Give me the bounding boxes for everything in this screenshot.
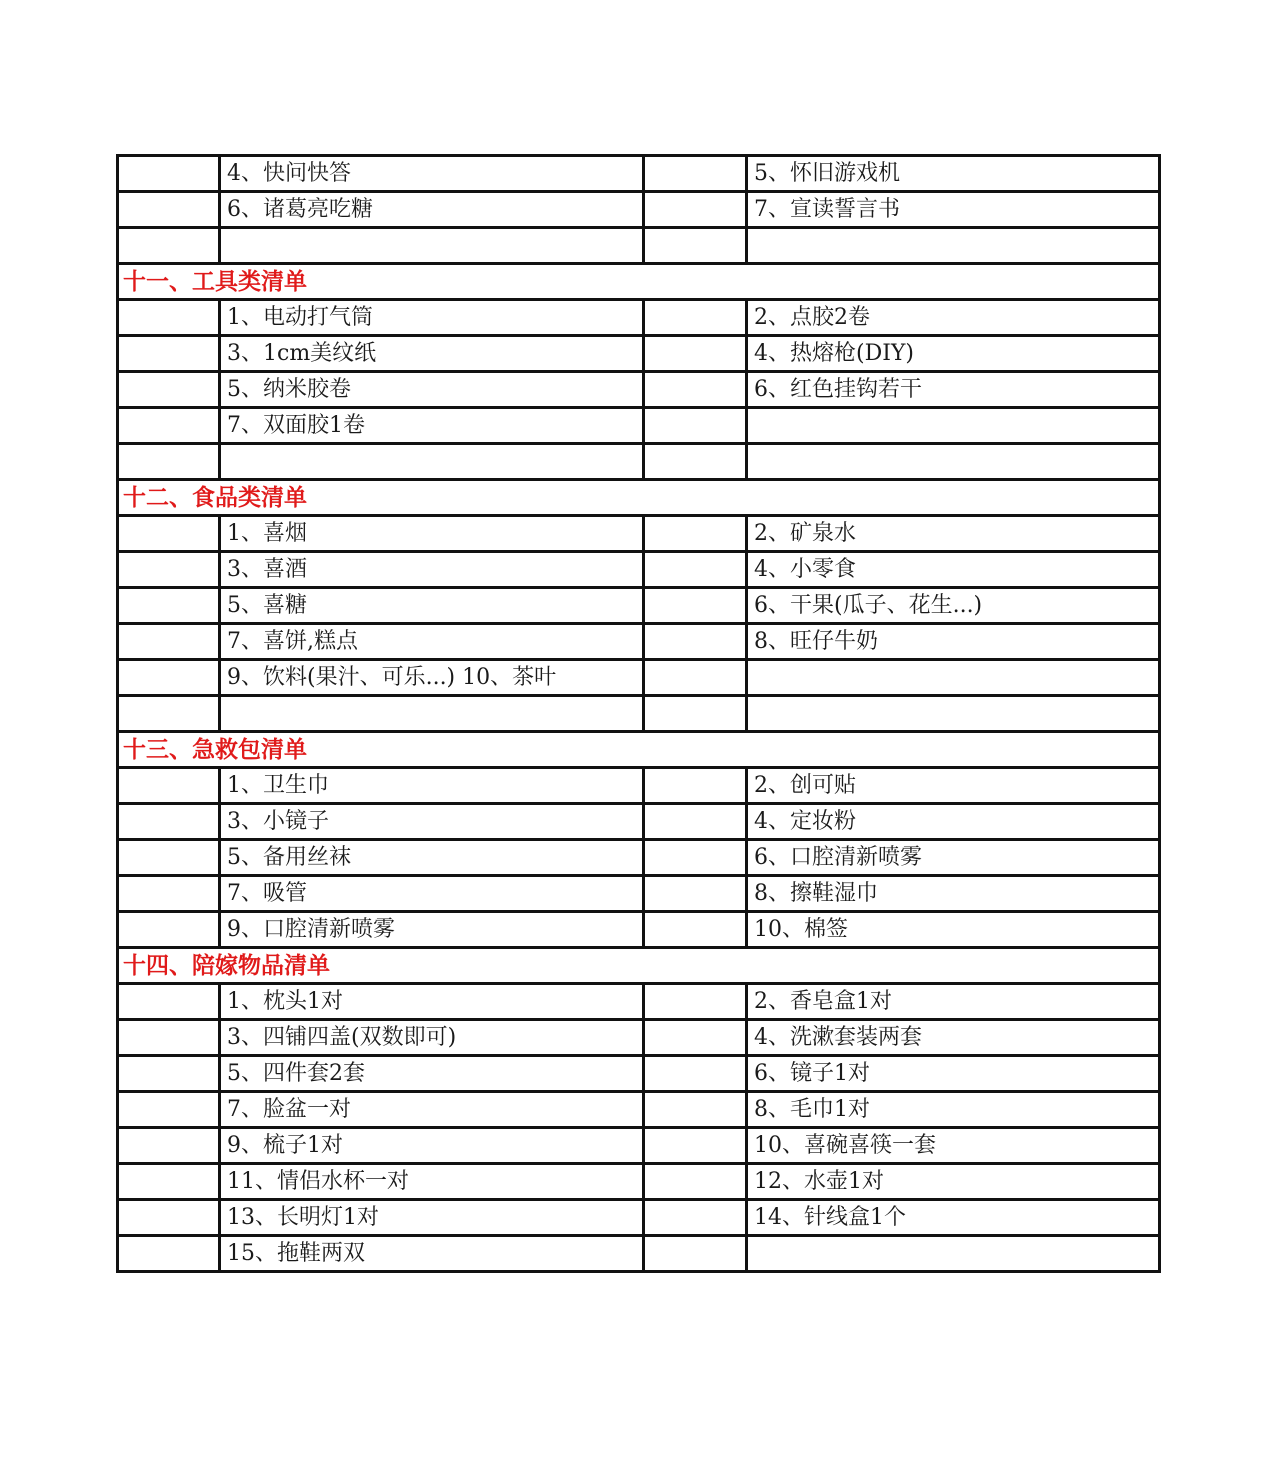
middle-blank-cell (644, 300, 747, 336)
right-item-cell (747, 228, 1160, 264)
left-blank-cell (118, 336, 220, 372)
right-item-cell: 6、红色挂钩若干 (747, 372, 1160, 408)
middle-blank-cell (644, 408, 747, 444)
table-row (118, 1128, 1160, 1164)
right-item-cell: 7、宣读誓言书 (747, 192, 1160, 228)
left-item-cell: 6、诸葛亮吃糖 (220, 192, 644, 228)
left-blank-cell (118, 1092, 220, 1128)
middle-blank-cell (644, 624, 747, 660)
right-item-cell: 2、香皂盒1对 (747, 984, 1160, 1020)
right-item-cell (747, 408, 1160, 444)
left-item-cell: 7、喜饼,糕点 (220, 624, 644, 660)
left-blank-cell (118, 372, 220, 408)
left-blank-cell (118, 696, 220, 732)
table-row (118, 660, 1160, 696)
right-item-cell: 4、洗漱套装两套 (747, 1020, 1160, 1056)
table-row (118, 300, 1160, 336)
middle-blank-cell (644, 336, 747, 372)
left-item-cell: 13、长明灯1对 (220, 1200, 644, 1236)
middle-blank-cell (644, 228, 747, 264)
middle-blank-cell (644, 192, 747, 228)
section-title: 十一、工具类清单 (118, 264, 1160, 300)
left-blank-cell (118, 192, 220, 228)
left-item-cell: 7、吸管 (220, 876, 644, 912)
middle-blank-cell (644, 588, 747, 624)
table-row (118, 1236, 1160, 1272)
left-blank-cell (118, 912, 220, 948)
left-blank-cell (118, 840, 220, 876)
right-item-cell (747, 444, 1160, 480)
left-blank-cell (118, 408, 220, 444)
section-title: 十三、急救包清单 (118, 732, 1160, 768)
table-row (118, 372, 1160, 408)
middle-blank-cell (644, 1092, 747, 1128)
left-blank-cell (118, 516, 220, 552)
left-blank-cell (118, 1164, 220, 1200)
section-header-row (118, 264, 1160, 300)
right-item-cell: 6、口腔清新喷雾 (747, 840, 1160, 876)
middle-blank-cell (644, 876, 747, 912)
table-row (118, 696, 1160, 732)
section-title: 十四、陪嫁物品清单 (118, 948, 1160, 984)
left-blank-cell (118, 1236, 220, 1272)
section-header-row (118, 480, 1160, 516)
right-item-cell: 8、毛巾1对 (747, 1092, 1160, 1128)
left-item-cell: 5、四件套2套 (220, 1056, 644, 1092)
middle-blank-cell (644, 444, 747, 480)
middle-blank-cell (644, 1200, 747, 1236)
left-blank-cell (118, 984, 220, 1020)
section-title: 十二、食品类清单 (118, 480, 1160, 516)
middle-blank-cell (644, 1164, 747, 1200)
left-blank-cell (118, 552, 220, 588)
right-item-cell: 10、棉签 (747, 912, 1160, 948)
table-row (118, 228, 1160, 264)
middle-blank-cell (644, 552, 747, 588)
checklist-table (116, 154, 1161, 1273)
left-blank-cell (118, 444, 220, 480)
table-row (118, 624, 1160, 660)
left-blank-cell (118, 768, 220, 804)
right-item-cell: 12、水壶1对 (747, 1164, 1160, 1200)
left-item-cell: 1、喜烟 (220, 516, 644, 552)
table-row (118, 804, 1160, 840)
right-item-cell: 4、定妆粉 (747, 804, 1160, 840)
left-item-cell (220, 444, 644, 480)
left-blank-cell (118, 804, 220, 840)
middle-blank-cell (644, 696, 747, 732)
left-blank-cell (118, 228, 220, 264)
right-item-cell (747, 696, 1160, 732)
left-item-cell: 9、饮料(果汁、可乐...) 10、茶叶 (220, 660, 644, 696)
left-blank-cell (118, 876, 220, 912)
middle-blank-cell (644, 372, 747, 408)
left-item-cell (220, 696, 644, 732)
table-row (118, 444, 1160, 480)
right-item-cell: 10、喜碗喜筷一套 (747, 1128, 1160, 1164)
left-blank-cell (118, 588, 220, 624)
left-item-cell (220, 228, 644, 264)
middle-blank-cell (644, 156, 747, 192)
right-item-cell: 8、擦鞋湿巾 (747, 876, 1160, 912)
left-item-cell: 1、枕头1对 (220, 984, 644, 1020)
left-item-cell: 7、双面胶1卷 (220, 408, 644, 444)
left-item-cell: 5、喜糖 (220, 588, 644, 624)
table-row (118, 876, 1160, 912)
middle-blank-cell (644, 660, 747, 696)
left-blank-cell (118, 1020, 220, 1056)
table-row (118, 1200, 1160, 1236)
table-row (118, 516, 1160, 552)
middle-blank-cell (644, 1056, 747, 1092)
left-item-cell: 5、纳米胶卷 (220, 372, 644, 408)
left-blank-cell (118, 156, 220, 192)
table-row (118, 840, 1160, 876)
table-row (118, 408, 1160, 444)
table-row (118, 336, 1160, 372)
middle-blank-cell (644, 984, 747, 1020)
left-blank-cell (118, 1056, 220, 1092)
left-item-cell: 3、1cm美纹纸 (220, 336, 644, 372)
left-item-cell: 9、口腔清新喷雾 (220, 912, 644, 948)
middle-blank-cell (644, 516, 747, 552)
left-item-cell: 1、卫生巾 (220, 768, 644, 804)
table-row (118, 1020, 1160, 1056)
right-item-cell: 6、干果(瓜子、花生...) (747, 588, 1160, 624)
right-item-cell: 6、镜子1对 (747, 1056, 1160, 1092)
table-row (118, 1092, 1160, 1128)
middle-blank-cell (644, 1020, 747, 1056)
left-item-cell: 5、备用丝袜 (220, 840, 644, 876)
right-item-cell: 5、怀旧游戏机 (747, 156, 1160, 192)
table-row (118, 1164, 1160, 1200)
left-item-cell: 11、情侣水杯一对 (220, 1164, 644, 1200)
left-item-cell: 15、拖鞋两双 (220, 1236, 644, 1272)
right-item-cell: 2、点胶2卷 (747, 300, 1160, 336)
left-blank-cell (118, 300, 220, 336)
table-row (118, 588, 1160, 624)
left-item-cell: 3、喜酒 (220, 552, 644, 588)
section-header-row (118, 948, 1160, 984)
table-row (118, 156, 1160, 192)
left-item-cell: 3、四铺四盖(双数即可) (220, 1020, 644, 1056)
middle-blank-cell (644, 1236, 747, 1272)
table-row (118, 768, 1160, 804)
right-item-cell: 14、针线盒1个 (747, 1200, 1160, 1236)
middle-blank-cell (644, 912, 747, 948)
left-item-cell: 1、电动打气筒 (220, 300, 644, 336)
middle-blank-cell (644, 804, 747, 840)
table-row (118, 984, 1160, 1020)
left-blank-cell (118, 660, 220, 696)
middle-blank-cell (644, 1128, 747, 1164)
right-item-cell: 2、创可贴 (747, 768, 1160, 804)
middle-blank-cell (644, 768, 747, 804)
table-row (118, 912, 1160, 948)
left-item-cell: 7、脸盆一对 (220, 1092, 644, 1128)
left-blank-cell (118, 1200, 220, 1236)
checklist-body (118, 156, 1160, 1272)
left-blank-cell (118, 624, 220, 660)
left-item-cell: 9、梳子1对 (220, 1128, 644, 1164)
section-header-row (118, 732, 1160, 768)
right-item-cell: 4、小零食 (747, 552, 1160, 588)
right-item-cell (747, 1236, 1160, 1272)
left-item-cell: 3、小镜子 (220, 804, 644, 840)
table-row (118, 552, 1160, 588)
table-row (118, 192, 1160, 228)
right-item-cell: 4、热熔枪(DIY) (747, 336, 1160, 372)
right-item-cell: 2、矿泉水 (747, 516, 1160, 552)
right-item-cell (747, 660, 1160, 696)
left-item-cell: 4、快问快答 (220, 156, 644, 192)
table-row (118, 1056, 1160, 1092)
right-item-cell: 8、旺仔牛奶 (747, 624, 1160, 660)
middle-blank-cell (644, 840, 747, 876)
left-blank-cell (118, 1128, 220, 1164)
